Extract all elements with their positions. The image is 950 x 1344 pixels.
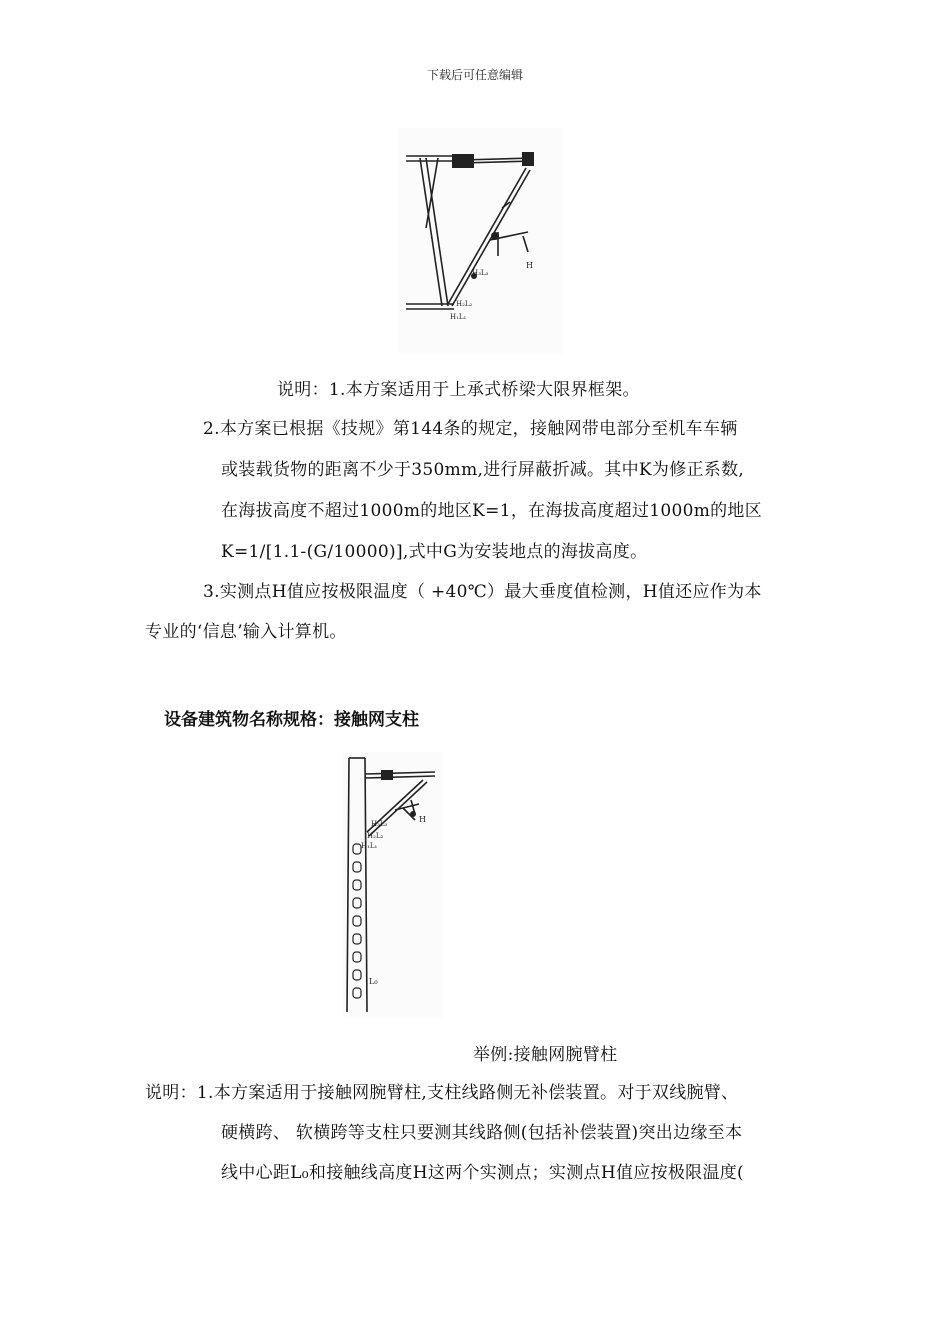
section2-line-3: 线中心距L₀和接触线高度H这两个实测点；实测点H值应按极限温度( <box>221 1163 744 1183</box>
label-h1l1: H₁L₁ <box>450 313 467 321</box>
section1-line-5: K=1/[1.1-(G/10000)],式中G为安装地点的海拔高度。 <box>221 542 648 562</box>
figure-caption: 举例:接触网腕臂柱 <box>473 1045 618 1065</box>
fig2-label-h2l2: H₂L₂ <box>367 832 384 840</box>
label-h2l2: H₂L₂ <box>456 300 473 308</box>
label-h3l3: H₃L₃ <box>472 269 489 277</box>
bridge-frame-diagram <box>398 128 563 353</box>
section1-line-4: 在海拔高度不超过1000m的地区K=1，在海拔高度超过1000m的地区 <box>221 501 763 521</box>
section2-line-1: 说明：1.本方案适用于接触网腕臂柱,支柱线路侧无补偿装置。对于双线腕臂、 <box>145 1083 739 1103</box>
label-h: H <box>526 261 533 270</box>
section2-heading: 设备建筑物名称规格：接触网支柱 <box>164 710 419 730</box>
section1-line-1: 说明：1.本方案适用于上承式桥梁大限界框架。 <box>277 380 640 400</box>
fig2-label-h3l3: H₃L₃ <box>371 820 388 828</box>
fig2-label-h1l1: H₁L₁ <box>361 842 378 850</box>
page-header: 下载后可任意编辑 <box>426 68 523 82</box>
section2-line-2: 硬横跨、 软横跨等支柱只要测其线路侧(包括补偿装置)突出边缘至本 <box>221 1123 743 1143</box>
section1-line-2: 2.本方案已根据《技规》第144条的规定，接触网带电部分至机车车辆 <box>203 419 738 439</box>
cantilever-column-diagram <box>343 752 443 1017</box>
fig2-label-l0: L₀ <box>369 977 378 986</box>
section1-line-3: 或装载货物的距离不少于350mm,进行屏蔽折减。其中K为修正系数, <box>221 460 745 480</box>
section1-line-7: 专业的‘信息’输入计算机。 <box>145 622 347 642</box>
section1-line-6: 3.实测点H值应按极限温度（ +40℃）最大垂度值检测，H值还应作为本 <box>203 582 762 602</box>
fig2-label-h: H <box>419 815 426 824</box>
